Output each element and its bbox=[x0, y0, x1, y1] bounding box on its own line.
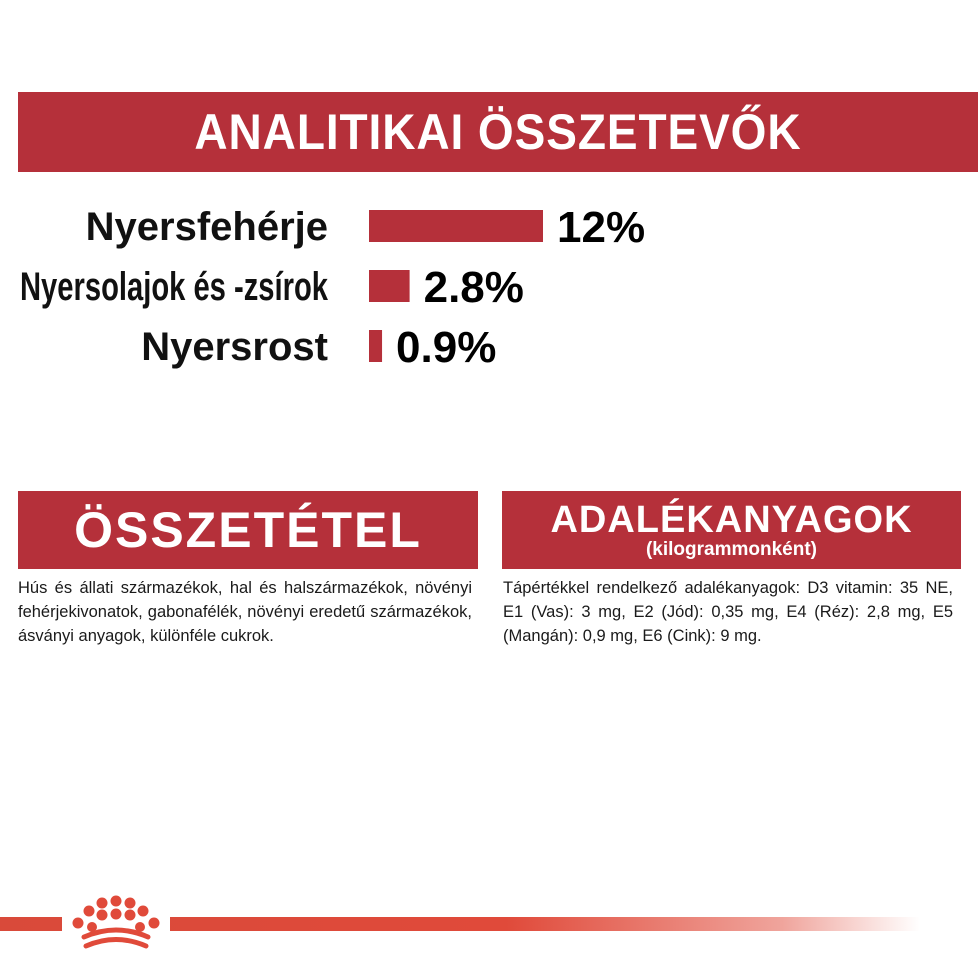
royal-canin-crown-icon bbox=[62, 893, 170, 955]
additives-title: ADALÉKANYAGOK bbox=[550, 499, 913, 541]
category-label: Nyersrost bbox=[141, 325, 328, 369]
additives-text: Tápértékkel rendelkező adalékanyagok: D3 vitamin: 35 NE, E1 (Vas): 3 mg, E2 (Jód): 0,35 mg, E4 (Réz): 2,8 mg, E5 (Mangán): 0,9 mg, E6 (Cink): 9 mg. bbox=[503, 579, 953, 645]
category-label: Nyersfehérje bbox=[85, 205, 328, 249]
bar bbox=[369, 270, 410, 302]
composition-banner bbox=[18, 491, 478, 569]
value-label: 0.9% bbox=[396, 323, 497, 372]
category-label: Nyersolajok és -zsírok bbox=[20, 265, 329, 309]
composition-text: Hús és állati származékok, hal és halszármazékok, növényi fehérjekivonatok, gabonafélék, növényi eredetű származékok, ásványi anyagok, különféle cukrok. bbox=[18, 579, 472, 645]
additives-subtitle: (kilogrammonként) bbox=[645, 539, 818, 560]
additives-banner bbox=[502, 491, 961, 569]
analytical-header-title: ANALITIKAI ÖSSZETEVŐK bbox=[194, 104, 802, 160]
value-label: 12% bbox=[557, 203, 646, 252]
bar bbox=[369, 330, 382, 362]
analytical-constituents-chart bbox=[0, 190, 980, 390]
value-label: 2.8% bbox=[423, 263, 524, 312]
analytical-header-banner bbox=[18, 92, 978, 172]
composition-title: ÖSSZETÉTEL bbox=[74, 502, 422, 558]
bar bbox=[369, 210, 543, 242]
